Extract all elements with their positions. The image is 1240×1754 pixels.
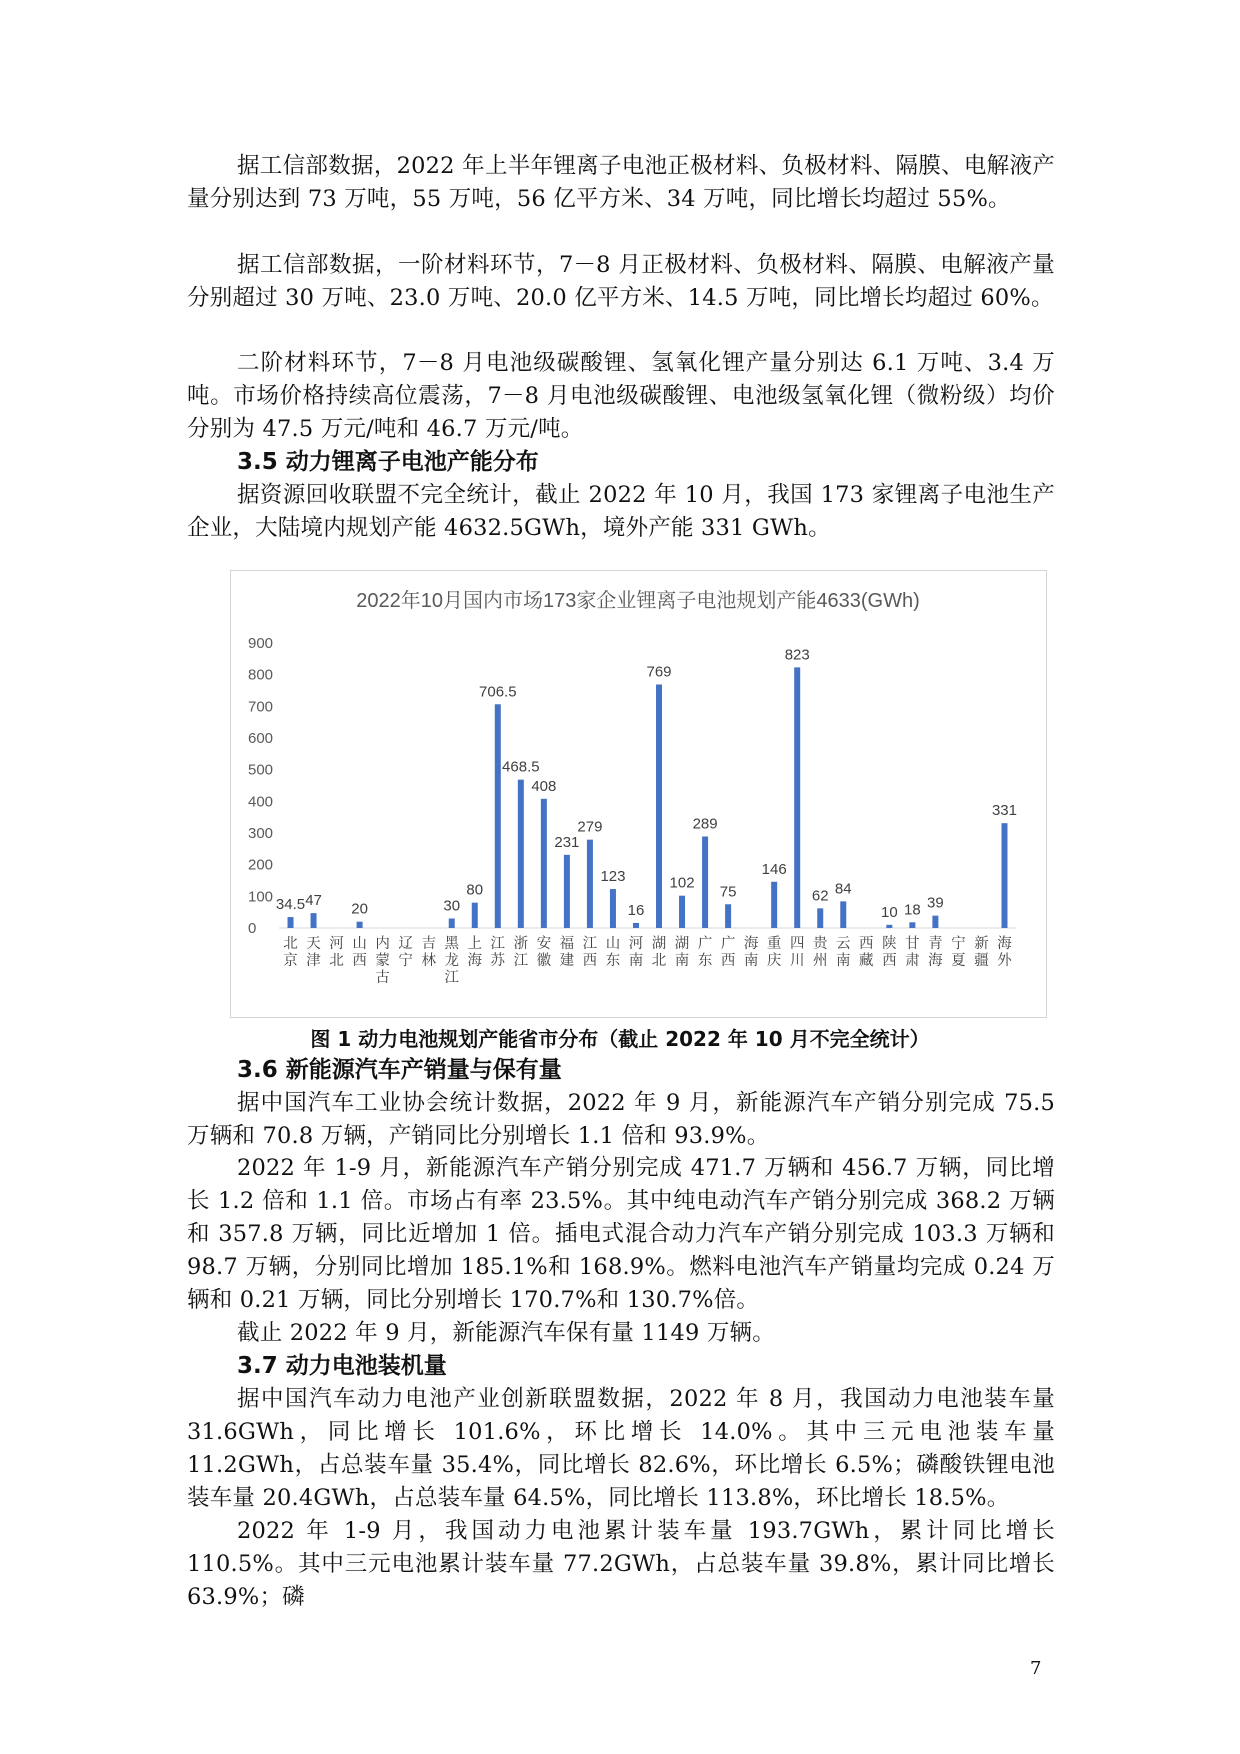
x-tick-label: 陕西 — [882, 936, 897, 969]
y-tick-label: 500 — [248, 761, 274, 779]
x-tick-label: 宁夏 — [951, 936, 966, 969]
y-tick-label: 400 — [248, 793, 274, 811]
bar-data-label: 18 — [904, 901, 921, 919]
x-tick-label: 重庆 — [766, 936, 782, 969]
y-tick-label: 300 — [248, 825, 274, 842]
section-heading-3-6: 3.6 新能源汽车产销量与保有量 — [237, 1057, 562, 1083]
y-tick-label: 100 — [248, 888, 274, 906]
bar — [771, 882, 777, 928]
x-tick-label: 湖北 — [651, 936, 667, 969]
bar-data-label: 102 — [669, 874, 695, 892]
bar — [495, 704, 501, 928]
x-tick-label: 河北 — [329, 936, 344, 969]
bar-data-label: 47 — [305, 892, 322, 910]
x-tick-label: 湖南 — [674, 936, 690, 969]
x-tick-label: 黑龙江 — [444, 936, 459, 986]
bar — [725, 904, 731, 928]
x-tick-label: 云南 — [836, 936, 851, 969]
bar — [541, 799, 547, 928]
x-tick-label: 贵州 — [812, 936, 828, 969]
bar — [1001, 823, 1007, 928]
bar — [357, 922, 363, 928]
bar — [702, 836, 708, 928]
bar — [932, 916, 938, 928]
bar — [311, 913, 317, 928]
bar — [472, 903, 478, 928]
x-tick-label: 北京 — [283, 936, 298, 969]
bar — [840, 901, 846, 928]
section-heading-3-5: 3.5 动力锂离子电池产能分布 — [237, 449, 539, 475]
paragraph-nev-jan-sep: 2022 年 1-9 月，新能源汽车产销分别完成 471.7 万辆和 456.7 万辆，同比增长 1.2 倍和 1.1 倍。市场占有率 23.5%。其中纯电动汽车产销分别完成 368.2 万辆和 357.8 万辆，同比近增加 1 倍。插电式混合动力汽车产销分别完成 103.3 万辆和 98.7 万辆，分别同比增加 185.1%和 168.9%。燃料电池汽车产销量均完成 0.24 万辆和 0.21 万辆，同比分别增长 170.7%和 130.7%倍。 — [187, 1155, 1055, 1313]
paragraph-nev-september: 据中国汽车工业协会统计数据，2022 年 9 月，新能源汽车产销分别完成 75.5 万辆和 70.8 万辆，产销同比分别增长 1.1 倍和 93.9%。 — [187, 1090, 1055, 1149]
x-tick-label: 西藏 — [859, 936, 874, 969]
bar-data-label: 30 — [443, 897, 461, 915]
capacity-chart — [230, 570, 1047, 1018]
x-tick-label: 江西 — [582, 936, 598, 969]
paragraph-capacity-distribution: 据资源回收联盟不完全统计，截止 2022 年 10 月，我国 173 家锂离子电池生产企业，大陆境内规划产能 4632.5GWh，境外产能 331 GWh。 — [187, 482, 1055, 541]
x-tick-label: 河南 — [628, 936, 644, 969]
bar — [288, 917, 294, 928]
bar-data-label: 34.5 — [275, 896, 306, 914]
bar-data-label: 123 — [600, 868, 626, 886]
paragraph-battery-august: 据中国汽车动力电池产业创新联盟数据，2022 年 8 月，我国动力电池装车量 31.6GWh，同比增长 101.6%，环比增长 14.0%。其中三元电池装车量 11.2GWh，占总装车量 35.4%，同比增长 82.6%，环比增长 6.5%；磷酸铁锂电池装车量 20.4GWh，占总装车量 64.5%，同比增长 113.8%，环比增长 18.5%。 — [187, 1386, 1055, 1511]
y-tick-label: 600 — [248, 730, 274, 747]
paragraph-material-output: 据工信部数据，2022 年上半年锂离子电池正极材料、负极材料、隔膜、电解液产量分别达到 73 万吨，55 万吨，56 亿平方米、34 万吨，同比增长均超过 55%。 — [187, 153, 1055, 212]
bar-data-label: 331 — [991, 802, 1017, 820]
x-tick-label: 吉林 — [421, 936, 436, 969]
x-axis — [283, 934, 1012, 986]
x-tick-label: 新疆 — [974, 936, 989, 969]
bar — [633, 923, 639, 928]
x-tick-label: 江苏 — [490, 936, 506, 969]
bar-data-label: 80 — [466, 881, 484, 899]
bar-data-label: 231 — [554, 833, 580, 851]
x-tick-label: 广西 — [720, 936, 736, 969]
x-tick-label: 青海 — [928, 936, 943, 969]
x-tick-label: 山西 — [352, 936, 367, 969]
x-tick-label: 天津 — [306, 936, 321, 969]
capacity-bar-chart — [231, 571, 1046, 1017]
bar — [817, 908, 823, 928]
x-tick-label: 内蒙古 — [375, 936, 390, 986]
y-tick-label: 700 — [248, 698, 274, 716]
y-tick-label: 800 — [248, 666, 274, 684]
paragraph-nev-ownership: 截止 2022 年 9 月，新能源汽车保有量 1149 万辆。 — [237, 1320, 775, 1346]
x-tick-label: 甘肃 — [905, 936, 920, 969]
x-tick-label: 山东 — [605, 936, 621, 969]
x-tick-label: 四川 — [789, 936, 805, 969]
bar-data-label: 823 — [784, 646, 810, 664]
bar-data-label: 706.5 — [479, 683, 517, 701]
x-tick-label: 安徽 — [536, 936, 552, 969]
bar — [909, 922, 915, 928]
page-number: 7 — [1030, 1658, 1042, 1679]
bar — [679, 896, 685, 928]
figure-caption: 图 1 动力电池规划产能省市分布（截止 2022 年 10 月不完全统计） — [310, 1027, 930, 1051]
bar — [564, 855, 570, 928]
bars-group — [276, 646, 1017, 928]
x-tick-label: 辽宁 — [398, 936, 413, 969]
x-tick-label: 上海 — [467, 936, 483, 969]
y-tick-label: 900 — [248, 635, 274, 652]
y-tick-label: 200 — [248, 856, 274, 874]
section-heading-3-7: 3.7 动力电池装机量 — [237, 1353, 447, 1379]
bar-data-label: 146 — [761, 860, 787, 878]
bar-data-label: 75 — [719, 883, 737, 901]
bar-data-label: 10 — [880, 903, 898, 921]
x-tick-label: 海南 — [743, 936, 759, 969]
paragraph-battery-jan-sep: 2022 年 1-9 月，我国动力电池累计装车量 193.7GWh，累计同比增长 110.5%。其中三元电池累计装车量 77.2GWh，占总装车量 39.8%，累计同比增长 63.9%；磷 — [187, 1518, 1055, 1610]
bar-data-label: 20 — [351, 900, 368, 918]
bar-data-label: 769 — [646, 663, 672, 681]
bar — [449, 919, 455, 929]
bar-data-label: 468.5 — [502, 758, 540, 776]
bar-data-label: 62 — [811, 887, 829, 905]
bar — [518, 780, 524, 928]
y-axis — [248, 635, 1016, 937]
bar-data-label: 16 — [627, 901, 645, 919]
chart-title: 2022年10月国内市场173家企业锂离子电池规划产能4633(GWh) — [356, 590, 920, 612]
x-tick-label: 浙江 — [513, 936, 529, 969]
bar-data-label: 408 — [531, 777, 557, 795]
y-tick-label: 0 — [248, 920, 257, 937]
bar — [886, 925, 892, 928]
bar — [610, 889, 616, 928]
bar-data-label: 39 — [927, 894, 944, 912]
x-tick-label: 福建 — [559, 936, 575, 969]
bar — [794, 667, 800, 928]
bar — [656, 684, 662, 928]
bar — [587, 840, 593, 928]
paragraph-first-order-materials: 据工信部数据，一阶材料环节，7－8 月正极材料、负极材料、隔膜、电解液产量分别超过 30 万吨、23.0 万吨、20.0 亿平方米、14.5 万吨，同比增长均超过 60%。 — [187, 252, 1055, 311]
x-tick-label: 广东 — [697, 936, 713, 969]
x-tick-label: 海外 — [997, 936, 1012, 969]
bar-data-label: 289 — [692, 815, 718, 833]
paragraph-second-order-materials: 二阶材料环节，7－8 月电池级碳酸锂、氢氧化锂产量分别达 6.1 万吨、3.4 万吨。市场价格持续高位震荡，7－8 月电池级碳酸锂、电池级氢氧化锂（微粉级）均价分别为 47.5 万元/吨和 46.7 万元/吨。 — [187, 350, 1055, 442]
bar-data-label: 84 — [834, 880, 852, 898]
bar-data-label: 279 — [577, 818, 603, 836]
